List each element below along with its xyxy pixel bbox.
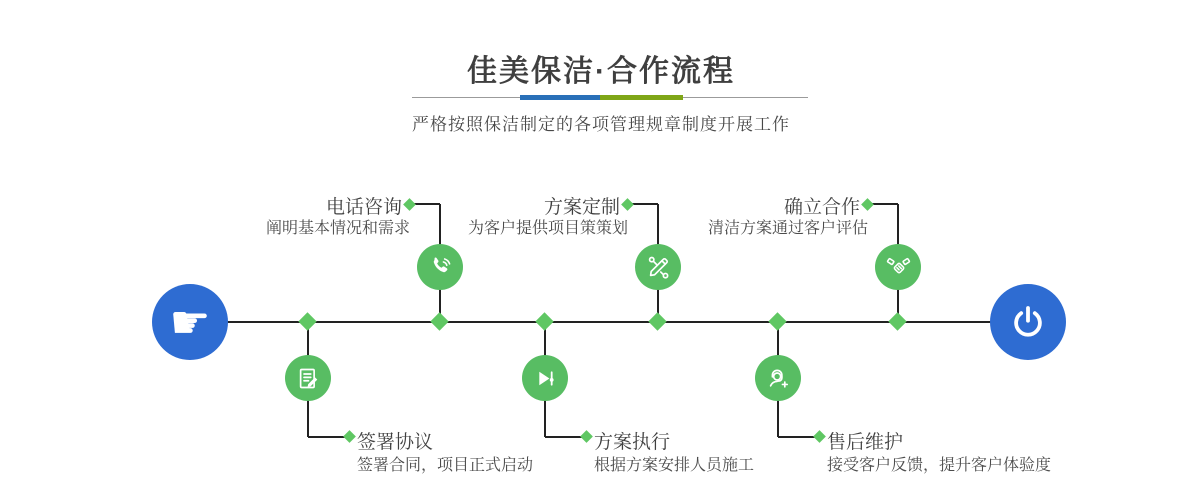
step-node-aftersales — [755, 355, 801, 401]
power-icon — [1009, 303, 1047, 341]
step-desc: 签署合同，项目正式启动 — [357, 457, 534, 474]
play-icon — [532, 365, 559, 392]
divider-green-segment — [600, 95, 683, 100]
timeline-junction-diamond — [768, 312, 786, 330]
headset-icon — [765, 365, 792, 392]
page-title: 佳美保洁·合作流程 — [467, 55, 735, 88]
page-subtitle: 严格按照保洁制定的各项管理规章制度开展工作 — [412, 115, 790, 134]
step-title: 签署协议 — [357, 432, 434, 453]
timeline-junction-diamond — [648, 312, 666, 330]
start-node — [152, 284, 228, 360]
handshake-icon — [885, 254, 912, 281]
step-title: 方案定制 — [543, 197, 620, 218]
timeline-junction-diamond — [298, 312, 316, 330]
label-diamond — [343, 430, 356, 443]
step-title: 电话咨询 — [325, 197, 402, 218]
label-diamond — [813, 430, 826, 443]
step-node-phone — [417, 244, 463, 290]
label-diamond — [580, 430, 593, 443]
step-node-plan — [635, 244, 681, 290]
step-title: 确立合作 — [783, 197, 860, 218]
divider-blue-segment — [520, 95, 600, 100]
pencil-wrench-icon — [645, 254, 672, 281]
phone-icon — [427, 254, 454, 281]
label-diamond — [621, 198, 634, 211]
step-desc: 接受客户反馈，提升客户体验度 — [827, 457, 1052, 474]
label-diamond — [403, 198, 416, 211]
step-title: 售后维护 — [827, 432, 904, 453]
step-desc: 阐明基本情况和需求 — [265, 220, 410, 237]
timeline-junction-diamond — [430, 312, 448, 330]
pointing-hand-icon: ☛ — [169, 295, 211, 349]
end-node — [990, 284, 1066, 360]
step-desc: 根据方案安排人员施工 — [594, 457, 755, 474]
step-desc: 清洁方案通过客户评估 — [707, 220, 868, 237]
label-diamond — [861, 198, 874, 211]
contract-icon — [295, 365, 322, 392]
step-node-cooperation — [875, 244, 921, 290]
timeline-junction-diamond — [535, 312, 553, 330]
step-node-contract — [285, 355, 331, 401]
step-node-execute — [522, 355, 568, 401]
timeline-junction-diamond — [888, 312, 906, 330]
step-title: 方案执行 — [594, 432, 671, 453]
step-desc: 为客户提供项目策策划 — [467, 220, 628, 237]
